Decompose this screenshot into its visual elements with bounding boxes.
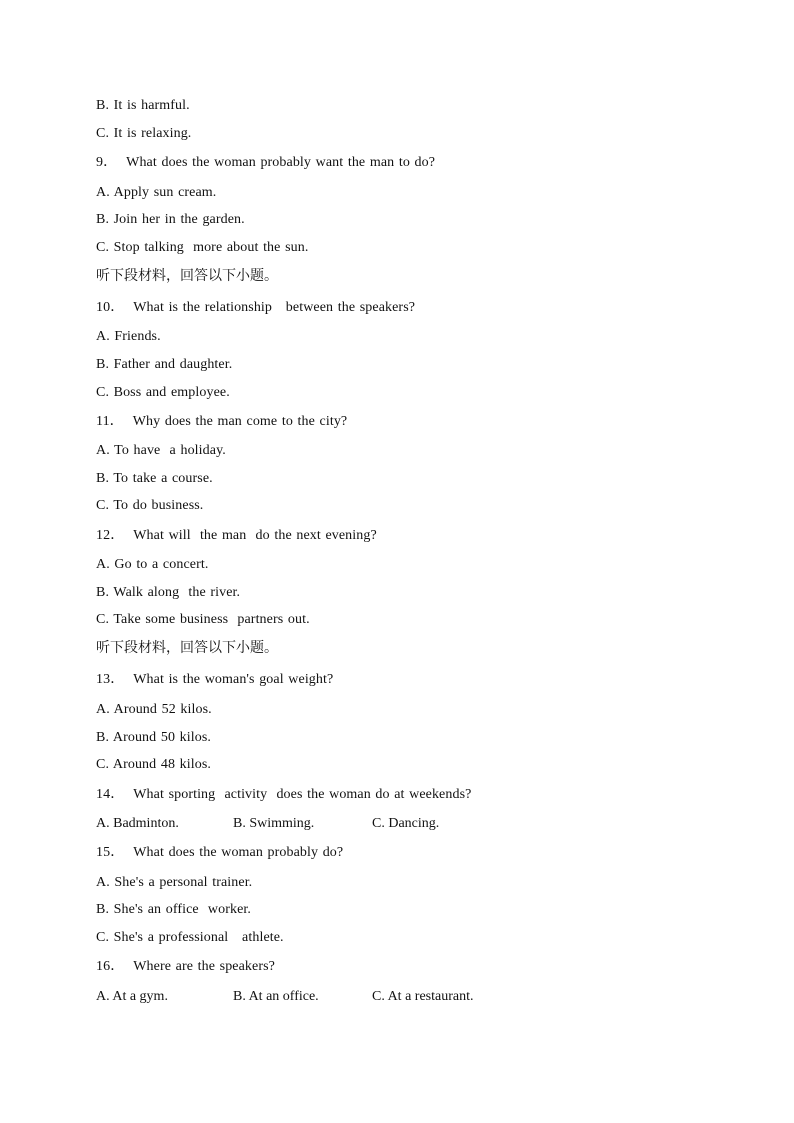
option-q15-a: A. She's a personal trainer. xyxy=(96,875,253,890)
option-q15-c: C. She's a professional athlete. xyxy=(96,930,284,945)
option-q16-c: C. At a restaurant. xyxy=(372,989,474,1004)
question-12: 12． What will the man do the next evening? xyxy=(96,528,377,543)
option-q13-c: C. Around 48 kilos. xyxy=(96,757,211,772)
option-q10-a: A. Friends. xyxy=(96,329,161,344)
question-14: 14． What sporting activity does the woman do at weekends? xyxy=(96,787,472,802)
option-q16-a: A. At a gym. xyxy=(96,989,168,1004)
option-q13-a: A. Around 52 kilos. xyxy=(96,702,212,717)
option-q11-c: C. To do business. xyxy=(96,498,204,513)
section-heading-1: 听下段材料，回答以下小题。 xyxy=(96,268,278,284)
question-15: 15． What does the woman probably do? xyxy=(96,845,344,860)
option-q8-c: C. It is relaxing. xyxy=(96,126,192,141)
option-q10-b: B. Father and daughter. xyxy=(96,357,233,372)
option-q9-b: B. Join her in the garden. xyxy=(96,212,245,227)
question-13: 13． What is the woman's goal weight? xyxy=(96,672,334,687)
option-q10-c: C. Boss and employee. xyxy=(96,385,230,400)
question-11: 11． Why does the man come to the city? xyxy=(96,414,348,429)
option-q11-a: A. To have a holiday. xyxy=(96,443,226,458)
question-9: 9． What does the woman probably want the man to do? xyxy=(96,155,436,170)
option-q16-b: B. At an office. xyxy=(233,989,319,1004)
option-q15-b: B. She's an office worker. xyxy=(96,902,251,917)
question-16: 16． Where are the speakers? xyxy=(96,959,275,974)
option-q9-a: A. Apply sun cream. xyxy=(96,185,217,200)
option-q9-c: C. Stop talking more about the sun. xyxy=(96,240,309,255)
option-q13-b: B. Around 50 kilos. xyxy=(96,730,211,745)
option-q11-b: B. To take a course. xyxy=(96,471,213,486)
option-q14-b: B. Swimming. xyxy=(233,816,315,831)
question-10: 10． What is the relationship between the speakers? xyxy=(96,300,416,315)
section-heading-2: 听下段材料，回答以下小题。 xyxy=(96,640,278,656)
option-q14-a: A. Badminton. xyxy=(96,816,179,831)
option-q14-c: C. Dancing. xyxy=(372,816,440,831)
option-q12-b: B. Walk along the river. xyxy=(96,585,241,600)
option-q8-b: B. It is harmful. xyxy=(96,98,190,113)
option-q12-c: C. Take some business partners out. xyxy=(96,612,310,627)
option-q12-a: A. Go to a concert. xyxy=(96,557,209,572)
